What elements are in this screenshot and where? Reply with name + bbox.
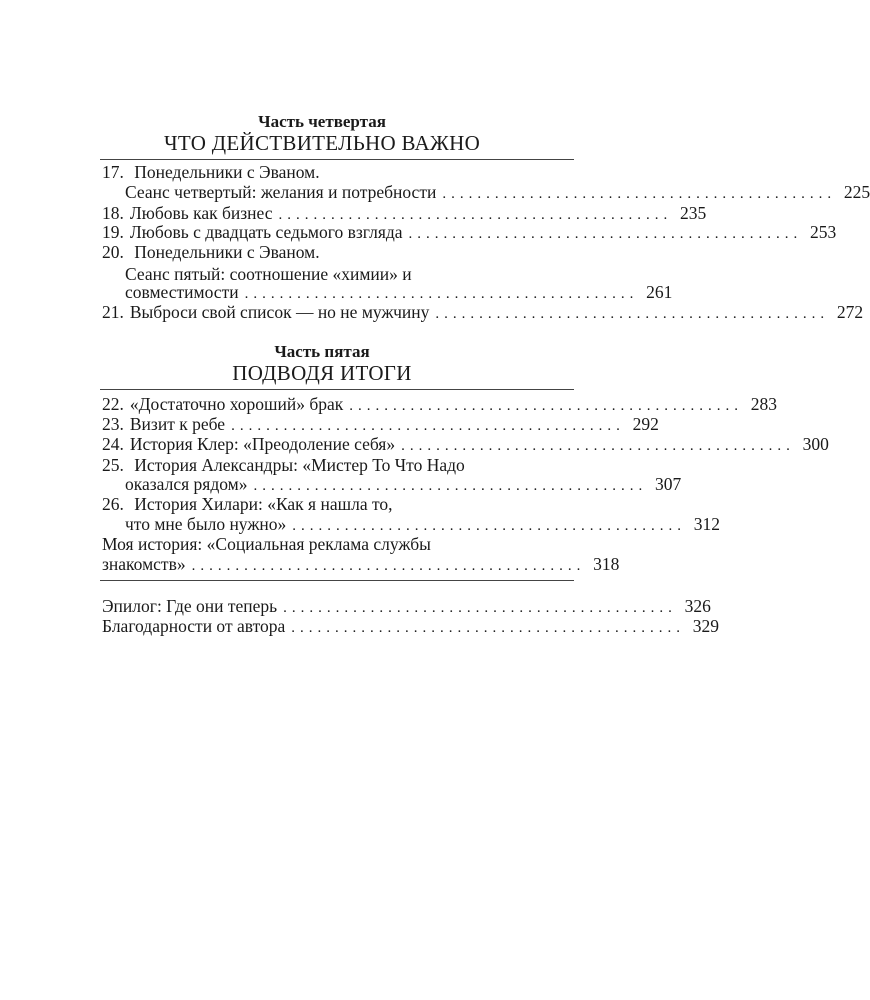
entry-number: 25. [102, 455, 124, 475]
page-number: 261 [646, 282, 673, 302]
toc-entry-17[interactable] [125, 181, 870, 203]
part-5-divider [100, 389, 574, 390]
part-5-label: Часть пятая [274, 342, 370, 361]
entry-title: Благодарности от автора [102, 616, 286, 636]
entry-title: Любовь как бизнес [129, 203, 273, 223]
entry-number: 22. [102, 394, 124, 414]
entry-title: Понедельники с Эваном. [134, 242, 320, 262]
entry-title: Сеанс четвертый: желания и потребности [125, 182, 437, 202]
entry-title: знакомств» [102, 554, 186, 574]
leader-dots: ............................................. [442, 186, 837, 202]
toc-entry-17-line1 [102, 161, 573, 183]
page-number: 307 [654, 474, 682, 494]
page-number: 272 [836, 302, 864, 322]
entry-number: 20. [102, 242, 124, 262]
page-number: 283 [750, 394, 778, 414]
leader-dots: ............................................. [408, 226, 803, 242]
entry-number: 21. [102, 302, 124, 322]
page-number: 225 [843, 182, 870, 202]
entry-number: 26. [102, 494, 124, 514]
leader-dots: ............................................. [278, 207, 673, 223]
part-4-divider [100, 159, 574, 160]
toc-entry-20-line1 [102, 241, 573, 263]
toc-entry-25[interactable] [125, 473, 682, 495]
entry-title: Любовь с двадцать седьмого взгляда [129, 222, 403, 242]
entry-number: 17. [102, 162, 124, 182]
entry-title: оказался рядом» [125, 474, 248, 494]
toc-entry-21[interactable] [102, 301, 864, 323]
entry-title: «Достаточно хороший» брак [129, 394, 344, 414]
entry-title: Выброси свой список — но не мужчину [129, 302, 430, 322]
leader-dots: ............................................. [231, 418, 625, 434]
entry-title: Моя история: «Социальная реклама службы [102, 534, 431, 554]
entry-title: Понедельники с Эваном. [134, 162, 320, 182]
entry-title: Сеанс пятый: соотношение «химии» и [125, 264, 412, 284]
entry-title: совместимости [125, 282, 239, 302]
leader-dots: ............................................. [191, 558, 586, 574]
toc-entry-acknowledgements[interactable] [102, 615, 720, 637]
page-number: 300 [802, 434, 829, 454]
toc-entry-22[interactable] [102, 393, 778, 415]
entry-title: История Хилари: «Как я нашла то, [134, 494, 393, 514]
entry-number: 19. [102, 222, 124, 242]
toc-entry-26[interactable] [125, 513, 721, 535]
page-number: 326 [684, 596, 711, 616]
entry-number: 18. [102, 203, 124, 223]
leader-dots: ............................................. [401, 438, 795, 454]
toc-entry-24[interactable] [102, 433, 829, 455]
part-5-title: ПОДВОДЯ ИТОГИ [232, 361, 412, 385]
toc-entry-my-story[interactable] [102, 553, 620, 575]
leader-dots: ............................................. [349, 398, 744, 414]
leader-dots: ............................................. [292, 518, 687, 534]
entry-number: 24. [102, 434, 124, 454]
page-number: 253 [810, 222, 837, 242]
page-number: 318 [593, 554, 620, 574]
entry-title: История Клер: «Преодоление себя» [129, 434, 396, 454]
leader-dots: ............................................. [244, 286, 639, 302]
leader-dots: ............................................. [283, 600, 677, 616]
toc-entry-26-line1 [102, 493, 573, 515]
part-4-label: Часть четвертая [258, 112, 386, 131]
page-number: 292 [632, 414, 659, 434]
page-number: 312 [693, 514, 721, 534]
entry-title: Визит к ребе [129, 414, 226, 434]
leader-dots: ............................................. [435, 306, 830, 322]
toc-entry-20[interactable] [125, 281, 673, 303]
leader-dots: ............................................. [253, 478, 648, 494]
part-4-title: ЧТО ДЕЙСТВИТЕЛЬНО ВАЖНО [163, 131, 481, 155]
toc-entry-my-story-line1 [102, 533, 573, 555]
entry-title: Эпилог: Где они теперь [102, 596, 278, 616]
toc-entry-19[interactable] [102, 221, 837, 243]
entry-number: 23. [102, 414, 124, 434]
page-number: 329 [692, 616, 720, 636]
back-matter-divider [100, 580, 574, 581]
leader-dots: ............................................. [291, 620, 686, 636]
toc-entry-23[interactable] [102, 413, 659, 435]
toc-entry-epilogue[interactable] [102, 595, 711, 617]
entry-title: История Александры: «Мистер То Что Надо [134, 455, 465, 475]
page-number: 235 [680, 203, 707, 223]
entry-title: что мне было нужно» [125, 514, 287, 534]
